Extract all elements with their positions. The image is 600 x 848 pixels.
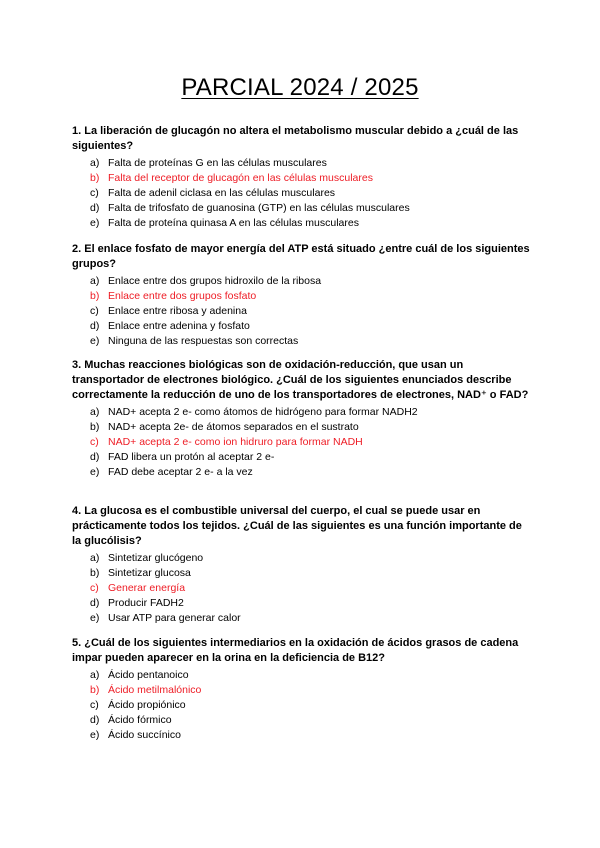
- option-text: Ácido metilmalónico: [108, 684, 202, 696]
- question-text: 3. Muchas reacciones biológicas son de oxidación-reducción, que usan un transportador de electrones biológico. ¿Cuál de los siguientes enunciados describe correctamente la reducción de uno de los transportadores de electrones, NAD⁺ o FAD?: [72, 359, 529, 401]
- question-text: 4. La glucosa es el combustible universal del cuerpo, el cual se puede usar en prácticamente todos los tejidos. ¿Cuál de las siguientes es una función importante de la glucólisis?: [72, 505, 522, 547]
- option-letter: b): [90, 290, 100, 302]
- option-c: [72, 304, 534, 319]
- option-e: [72, 216, 534, 231]
- question-3: [72, 358, 534, 480]
- option-text: Enlace entre adenina y fosfato: [108, 320, 250, 332]
- option-text: Falta de trifosfato de guanosina (GTP) en las células musculares: [108, 202, 410, 214]
- question-text: 5. ¿Cuál de los siguientes intermediarios en la oxidación de ácidos grasos de cadena impar pueden aparecer en la orina en la deficiencia de B12?: [72, 637, 519, 664]
- option-letter: b): [90, 172, 100, 184]
- option-letter: a): [90, 275, 100, 287]
- option-c-correct: [72, 581, 534, 596]
- option-b-correct: [72, 289, 534, 304]
- option-letter: e): [90, 217, 100, 229]
- option-text: Sintetizar glucógeno: [108, 552, 204, 564]
- option-text: Ácido fórmico: [108, 714, 172, 726]
- option-a: [72, 274, 534, 289]
- option-c-correct: [72, 435, 534, 450]
- options-list: [72, 274, 534, 349]
- question-text: 2. El enlace fosfato de mayor energía del ATP está situado ¿entre cuál de los siguientes grupos?: [72, 243, 530, 270]
- option-letter: e): [90, 729, 100, 741]
- page-title: PARCIAL 2024 / 2025: [181, 74, 419, 101]
- option-text: Producir FADH2: [108, 597, 184, 609]
- option-text: Usar ATP para generar calor: [108, 612, 241, 624]
- option-d: [72, 201, 534, 216]
- option-letter: d): [90, 597, 100, 609]
- option-letter: c): [90, 582, 99, 594]
- options-list: [72, 668, 534, 743]
- options-list: [72, 156, 534, 231]
- option-e: [72, 728, 534, 743]
- option-c: [72, 186, 534, 201]
- option-e: [72, 611, 534, 626]
- option-text: NAD+ acepta 2 e- como ion hidruro para formar NADH: [108, 436, 363, 448]
- option-letter: c): [90, 187, 99, 199]
- question-1: [72, 124, 534, 231]
- option-b: [72, 420, 534, 435]
- option-e: [72, 334, 534, 349]
- option-letter: a): [90, 669, 100, 681]
- option-letter: e): [90, 612, 100, 624]
- option-d: [72, 319, 534, 334]
- option-letter: e): [90, 335, 100, 347]
- option-letter: c): [90, 699, 99, 711]
- option-letter: a): [90, 552, 100, 564]
- question-2: [72, 242, 534, 349]
- option-letter: a): [90, 406, 100, 418]
- option-text: FAD libera un protón al aceptar 2 e-: [108, 451, 275, 463]
- option-text: Ácido succínico: [108, 729, 181, 741]
- option-text: Enlace entre dos grupos hidroxilo de la ribosa: [108, 275, 322, 287]
- options-list: [72, 551, 534, 626]
- option-a: [72, 668, 534, 683]
- option-text: Falta de proteína quinasa A en las células musculares: [108, 217, 359, 229]
- question-5: [72, 636, 534, 743]
- option-a: [72, 405, 534, 420]
- option-text: Ácido pentanoico: [108, 669, 189, 681]
- question-text: 1. La liberación de glucagón no altera el metabolismo muscular debido a ¿cuál de las siguientes?: [72, 125, 519, 152]
- option-text: FAD debe aceptar 2 e- a la vez: [108, 466, 253, 478]
- option-text: Ninguna de las respuestas son correctas: [108, 335, 299, 347]
- option-text: Sintetizar glucosa: [108, 567, 191, 579]
- option-b-correct: [72, 171, 534, 186]
- option-text: Falta del receptor de glucagón en las células musculares: [108, 172, 373, 184]
- option-e: [72, 465, 534, 480]
- option-letter: c): [90, 436, 99, 448]
- options-list: [72, 405, 534, 480]
- option-letter: b): [90, 684, 100, 696]
- option-text: Ácido propiónico: [108, 699, 186, 711]
- option-text: NAD+ acepta 2e- de átomos separados en el sustrato: [108, 421, 359, 433]
- option-letter: b): [90, 421, 100, 433]
- option-d: [72, 450, 534, 465]
- option-a: [72, 551, 534, 566]
- option-text: Enlace entre dos grupos fosfato: [108, 290, 257, 302]
- option-text: NAD+ acepta 2 e- como átomos de hidrógeno para formar NADH2: [108, 406, 418, 418]
- option-letter: e): [90, 466, 100, 478]
- question-4: [72, 504, 534, 626]
- option-c: [72, 698, 534, 713]
- option-d: [72, 713, 534, 728]
- option-letter: d): [90, 714, 100, 726]
- option-b-correct: [72, 683, 534, 698]
- option-a: [72, 156, 534, 171]
- option-d: [72, 596, 534, 611]
- option-letter: d): [90, 451, 100, 463]
- option-text: Generar energía: [108, 582, 186, 594]
- option-text: Falta de proteínas G en las células musculares: [108, 157, 327, 169]
- option-letter: d): [90, 202, 100, 214]
- option-letter: a): [90, 157, 100, 169]
- option-b: [72, 566, 534, 581]
- option-letter: d): [90, 320, 100, 332]
- option-letter: c): [90, 305, 99, 317]
- option-text: Falta de adenil ciclasa en las células musculares: [108, 187, 336, 199]
- option-text: Enlace entre ribosa y adenina: [108, 305, 247, 317]
- option-letter: b): [90, 567, 100, 579]
